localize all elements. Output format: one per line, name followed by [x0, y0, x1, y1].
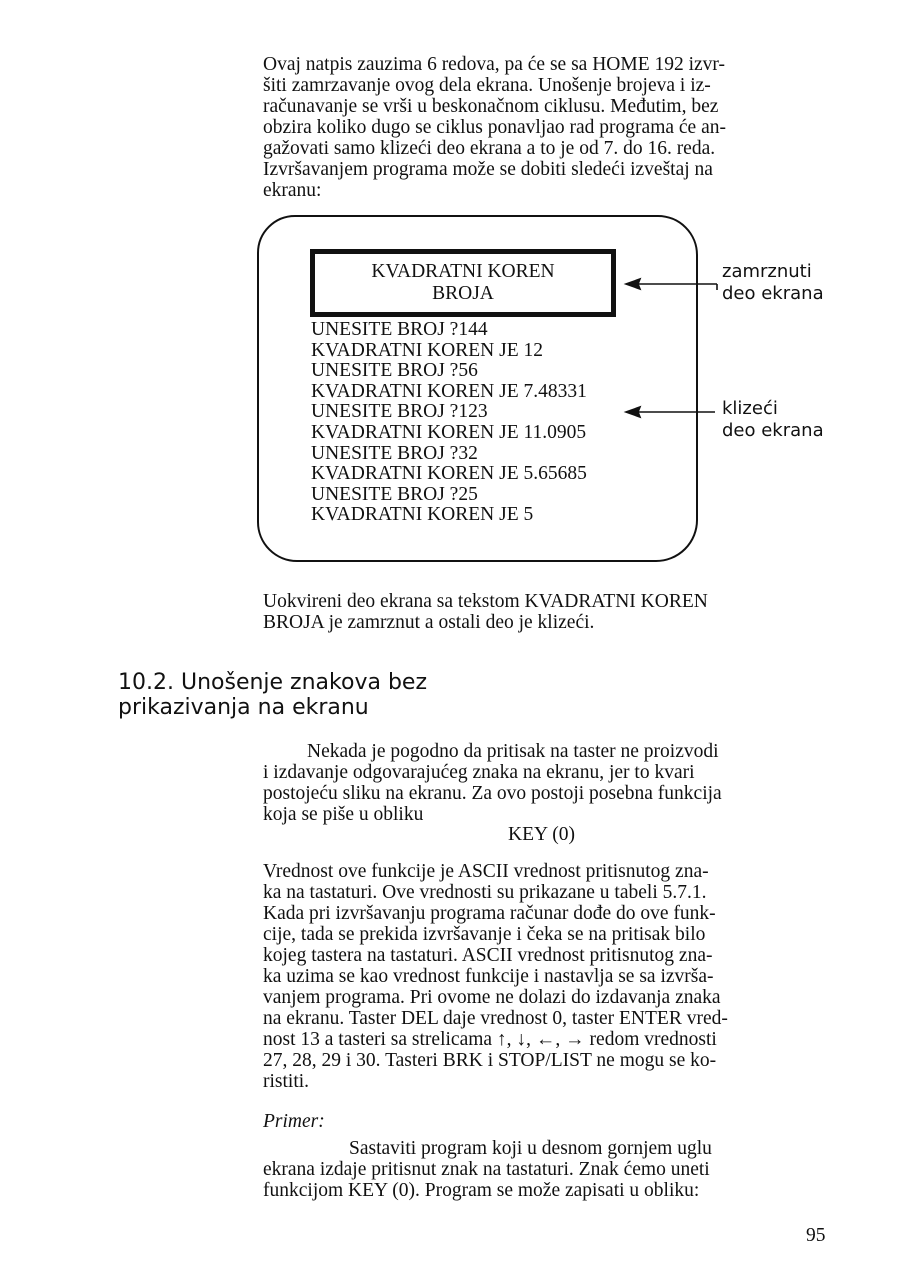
text-line: na ekranu. Taster DEL daje vrednost 0, taster ENTER vred- — [263, 1008, 728, 1029]
paragraph-2 — [263, 741, 838, 825]
screen-line: UNESITE BROJ ?144 — [311, 319, 488, 340]
key-formula: KEY (0) — [508, 824, 575, 845]
frozen-label — [722, 261, 824, 305]
text-line: cije, tada se prekida izvršavanje i čeka se na pritisak bilo — [263, 924, 706, 945]
screen-line: UNESITE BROJ ?123 — [311, 401, 488, 423]
text-line: 27, 28, 29 i 30. Tasteri BRK i STOP/LIST ne mogu se ko- — [263, 1050, 717, 1071]
text-line: Uokvireni deo ekrana sa tekstom KVADRATNI KOREN — [263, 591, 708, 612]
heading-line: 10.2. Unošenje znakova bez — [118, 670, 427, 695]
scrolling-label-line: deo ekrana — [722, 420, 824, 441]
frozen-title-line: BROJA — [432, 283, 494, 304]
text-line: ka na tastaturi. Ove vrednosti su prikazane u tabeli 5.7.1. — [263, 882, 707, 903]
screen-line: KVADRATNI KOREN JE 11.0905 — [311, 421, 587, 443]
text-line: šiti zamrzavanje ovog dela ekrana. Unošenje brojeva i iz- — [263, 75, 711, 96]
figure-caption — [263, 591, 838, 633]
section-heading — [118, 670, 427, 720]
screen-line: KVADRATNI KOREN JE 7.48331 — [311, 380, 587, 402]
screen-line: KVADRATNI KOREN JE 12 — [311, 339, 544, 361]
text-line: i izdavanje odgovarajućeg znaka na ekranu, jer to kvari — [263, 762, 695, 783]
text-line: Kada pri izvršavanju programa računar dođe do ove funk- — [263, 903, 716, 924]
screen-line: KVADRATNI KOREN JE 5 — [311, 504, 534, 526]
example-label: Primer: — [263, 1111, 325, 1132]
text-line: nost 13 a tasteri sa strelicama ↑, ↓, ←, → redom vrednosti — [263, 1029, 717, 1050]
text-line: funkcijom KEY (0). Program se može zapisati u obliku: — [263, 1180, 700, 1201]
frozen-title-line: KVADRATNI KOREN — [371, 261, 555, 282]
scrolling-label-line: klizeći — [722, 398, 778, 419]
text-line: koja se piše u obliku — [263, 804, 424, 825]
text-line: Vrednost ove funkcije je ASCII vrednost pritisnutog zna- — [263, 861, 709, 882]
frozen-arrow-icon — [626, 279, 717, 290]
screen-line: KVADRATNI KOREN JE 5.65685 — [311, 463, 587, 485]
text-line: ekrana izdaje pritisnut znak na tastaturi. Znak ćemo uneti — [263, 1159, 710, 1180]
frozen-label-line: zamrznuti — [722, 261, 812, 282]
text-line: postojeću sliku na ekranu. Za ovo postoji posebna funkcija — [263, 783, 722, 804]
text-line: Izvršavanjem programa može se dobiti sledeći izveštaj na — [263, 159, 713, 180]
scrolling-label — [722, 398, 824, 442]
screen-line: UNESITE BROJ ?56 — [311, 360, 478, 382]
text-line: BROJA je zamrznut a ostali deo je klizeći. — [263, 612, 595, 633]
text-line: računavanje se vrši u beskonačnom ciklusu. Međutim, bez — [263, 96, 719, 117]
scrolling-arrow-icon — [626, 407, 715, 417]
paragraph-4 — [263, 1138, 838, 1201]
text-line: vanjem programa. Pri ovome ne dolazi do izdavanja znaka — [263, 987, 721, 1008]
text-line: Sastaviti program koji u desnom gornjem uglu — [349, 1138, 712, 1159]
text-line: ristiti. — [263, 1071, 310, 1092]
page-number: 95 — [806, 1225, 826, 1246]
screen-line: UNESITE BROJ ?32 — [311, 442, 478, 464]
heading-line: prikazivanja na ekranu — [118, 695, 369, 720]
text-line: Nekada je pogodno da pritisak na taster ne proizvodi — [307, 741, 719, 762]
text-line: gažovati samo klizeći deo ekrana a to je od 7. do 16. reda. — [263, 138, 716, 159]
paragraph-3 — [263, 861, 838, 1092]
text-line: kojeg tastera na tastaturi. ASCII vrednost pritisnutog zna- — [263, 945, 713, 966]
screen-line: UNESITE BROJ ?25 — [311, 483, 478, 505]
text-line: obzira koliko dugo se ciklus ponavljao rad programa će an- — [263, 117, 726, 138]
text-line: ekranu: — [263, 180, 322, 201]
text-line: Ovaj natpis zauzima 6 redova, pa će se sa HOME 192 izvr- — [263, 54, 726, 75]
frozen-label-line: deo ekrana — [722, 283, 824, 304]
text-line: ka uzima se kao vrednost funkcije i nastavlja se sa izvrša- — [263, 966, 714, 987]
